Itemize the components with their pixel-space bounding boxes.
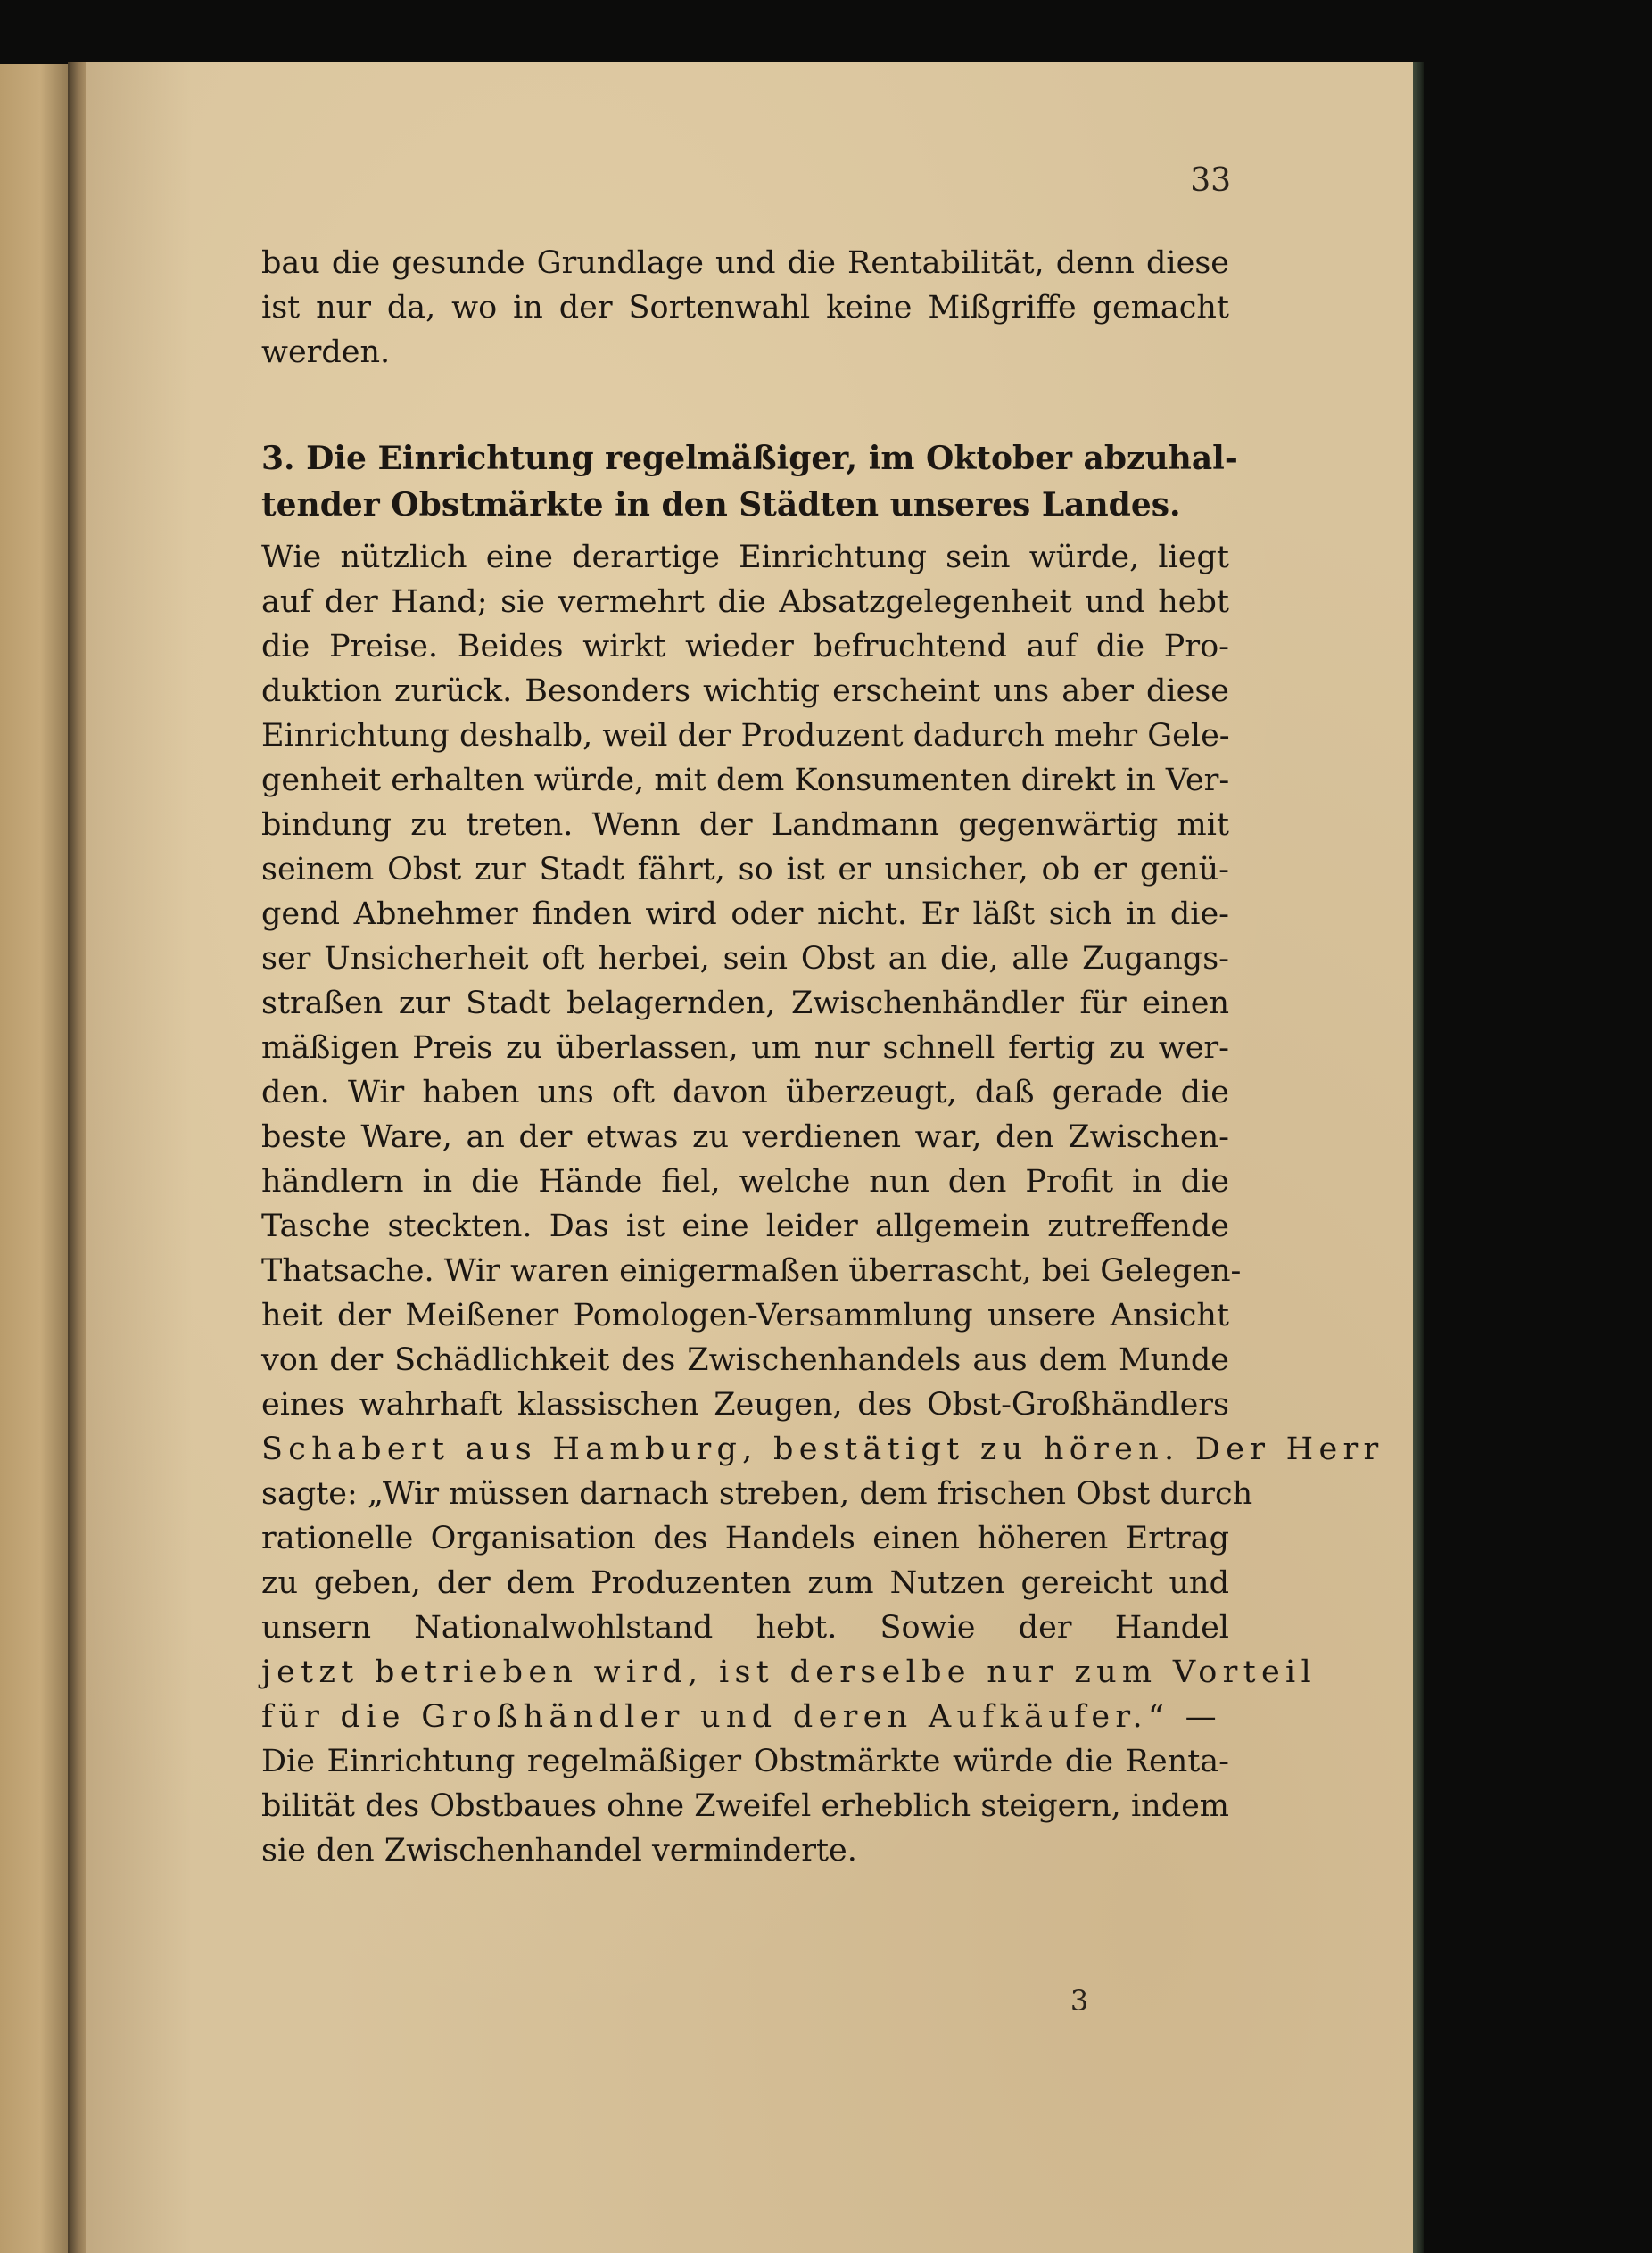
heading-line: tender Obstmärkte in den Städten unseres Landes. bbox=[261, 486, 1181, 524]
text-line: sie den Zwischenhandel verminderte. bbox=[261, 1833, 857, 1869]
text-line: beste Ware, an der etwas zu verdienen war, den Zwischen- bbox=[261, 1119, 1229, 1155]
text-line: ist nur da, wo in der Sortenwahl keine Mißgriffe gemacht bbox=[261, 290, 1229, 326]
text-line: ser Unsicherheit oft herbei, sein Obst an die, alle Zugangs- bbox=[261, 941, 1229, 977]
heading-line: 3. Die Einrichtung regelmäßiger, im Oktober abzuhal- bbox=[261, 440, 1238, 477]
text-line: Einrichtung deshalb, weil der Produzent dadurch mehr Gele- bbox=[261, 718, 1230, 754]
text-line: auf der Hand; sie vermehrt die Absatzgelegenheit und hebt bbox=[261, 584, 1229, 620]
text-line: gend Abnehmer finden wird oder nicht. Er läßt sich in die- bbox=[261, 896, 1229, 932]
text-line: Schabert aus Hamburg, bestätigt zu hören. Der Herr bbox=[261, 1432, 1384, 1467]
text-line: den. Wir haben uns oft davon überzeugt, daß gerade die bbox=[261, 1075, 1229, 1110]
text-line: rationelle Organisation des Handels einen höheren Ertrag bbox=[261, 1521, 1229, 1556]
text-line: Die Einrichtung regelmäßiger Obstmärkte würde die Renta- bbox=[261, 1744, 1229, 1779]
text-line: für die Großhändler und deren Aufkäufer.“ — bbox=[261, 1699, 1222, 1735]
intro-paragraph bbox=[261, 241, 1229, 375]
text-line: straßen zur Stadt belagernden, Zwischenhändler für einen bbox=[261, 986, 1229, 1021]
text-line: Thatsache. Wir waren einigermaßen überrascht, bei Gelegen- bbox=[261, 1253, 1242, 1289]
text-line: genheit erhalten würde, mit dem Konsumenten direkt in Ver- bbox=[261, 763, 1230, 798]
previous-page-edge bbox=[0, 64, 73, 2253]
text-line: händlern in die Hände fiel, welche nun den Profit in die bbox=[261, 1164, 1229, 1200]
section-heading bbox=[261, 435, 1238, 528]
text-line: mäßigen Preis zu überlassen, um nur schnell fertig zu wer- bbox=[261, 1030, 1229, 1066]
text-line: bau die gesunde Grundlage und die Rentabilität, denn diese bbox=[261, 245, 1229, 281]
text-line: von der Schädlichkeit des Zwischenhandels aus dem Munde bbox=[261, 1342, 1229, 1378]
text-line: bilität des Obstbaues ohne Zweifel erheblich steigern, indem bbox=[261, 1788, 1229, 1824]
text-line: jetzt betrieben wird, ist derselbe nur zum Vorteil bbox=[261, 1655, 1317, 1690]
text-line: die Preise. Beides wirkt wieder befruchtend auf die Pro- bbox=[261, 629, 1229, 664]
text-line: heit der Meißener Pomologen-Versammlung unsere Ansicht bbox=[261, 1298, 1229, 1333]
text-line: zu geben, der dem Produzenten zum Nutzen gereicht und bbox=[261, 1565, 1229, 1601]
text-line: seinem Obst zur Stadt fährt, so ist er unsicher, ob er genü- bbox=[261, 852, 1229, 887]
text-line: eines wahrhaft klassischen Zeugen, des Obst-Großhändlers bbox=[261, 1387, 1229, 1423]
text-line: werden. bbox=[261, 334, 391, 370]
text-line: Wie nützlich eine derartige Einrichtung sein würde, liegt bbox=[261, 540, 1229, 575]
text-line: bindung zu treten. Wenn der Landmann gegenwärtig mit bbox=[261, 807, 1229, 843]
page-stack-edge bbox=[1413, 62, 1424, 2253]
page-number: 33 bbox=[1190, 162, 1231, 199]
text-line: duktion zurück. Besonders wichtig erscheint uns aber diese bbox=[261, 673, 1229, 709]
signature-mark: 3 bbox=[1070, 1984, 1089, 2018]
text-line: sagte: „Wir müssen darnach streben, dem frischen Obst durch bbox=[261, 1476, 1253, 1512]
text-line: unsern Nationalwohlstand hebt. Sowie der Handel bbox=[261, 1610, 1229, 1646]
text-line: Tasche steckten. Das ist eine leider allgemein zutreffende bbox=[261, 1209, 1229, 1244]
body-paragraph bbox=[261, 535, 1384, 1873]
